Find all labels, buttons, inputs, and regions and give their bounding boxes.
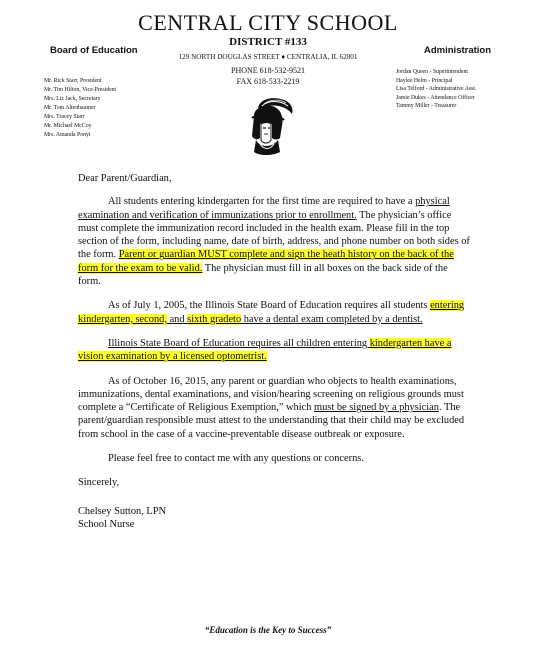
underlined-text: physical examination and verification of immunizations prior to enrollment.: [78, 196, 450, 221]
highlighted-text: kindergarten have a vision examination by a licensed optometrist.: [78, 337, 452, 363]
signer-name: Chelsey Sutton, LPN: [78, 505, 167, 517]
religious-exemption-paragraph: [78, 375, 470, 441]
administrator: Jamie Dukes - Attendance Officer: [396, 94, 475, 101]
footer-motto: “Education is the Key to Success”: [204, 625, 332, 635]
board-member: Mr. Tom Altenbaumer: [44, 105, 96, 111]
school-fax: FAX 618-533-2219: [236, 77, 300, 86]
highlighted-text: entering kindergarten, second,: [78, 300, 465, 325]
board-member: Mrs. Tracey Starr: [44, 114, 85, 120]
administration-list: [396, 68, 476, 111]
administrator: Lisa Telford - Administrative Asst.: [396, 86, 477, 93]
text-span: The physician must fill in all boxes on the back side of the form.: [78, 262, 448, 288]
text-span: As of October 16, 2015, any parent or guardian who objects to health examinations, immunizations, dental examinations, and vision/hearing screening on religious grounds must complete a “Certificate of Religious Exemption,” which: [78, 375, 464, 414]
signer-title: School Nurse: [78, 518, 135, 530]
board-member: Mr. Rick Starr, President: [44, 78, 102, 84]
text-span: . The parent/guardian responsible must attest to the understanding that their child may be excluded from school in the case of a vaccine-preventable disease outbreak or exposure.: [78, 402, 465, 440]
administrator: Haylee Helm - Principal: [396, 77, 453, 84]
text-span: All students entering kindergarten for the first time are required to have a: [108, 196, 416, 208]
vision-exam-paragraph: [78, 337, 470, 364]
administrator: Jordan Queen - Superintendent: [396, 69, 468, 75]
contact-paragraph: Please feel free to contact me with any questions or concerns.: [108, 453, 364, 465]
underlined-text: and: [166, 313, 188, 325]
district-number: DISTRICT #133: [229, 36, 307, 48]
school-name: CENTRAL CITY SCHOOL: [138, 10, 398, 35]
board-of-education-heading: Board of Education: [50, 45, 138, 56]
board-member: Mr. Tim Hilton, Vice-President: [44, 87, 117, 93]
underlined-text: Illinois State Board of Education requires all children entering: [108, 337, 370, 349]
school-address: 129 NORTH DOUGLAS STREET ♦ CENTRALIA, IL 62801: [178, 53, 358, 61]
school-phone: PHONE 618-532-9521: [231, 66, 305, 75]
board-member: Mrs. Liz Jack, Secretary: [44, 96, 101, 102]
highlighted-text: Parent or guardian MUST complete and sign the heath history on the back of the form for the exam to be valid.: [78, 249, 454, 274]
board-members-list: [44, 77, 116, 140]
underlined-text: must be signed by a physician: [314, 402, 439, 414]
board-member: Mr. Michael McCoy: [44, 123, 92, 129]
administration-heading: Administration: [424, 45, 492, 56]
board-member: Mrs. Amanda Ponyi: [44, 132, 91, 138]
underlined-text: have a dental exam completed by a dentist.: [241, 313, 423, 325]
administrator: Tammy Miller - Treasurer: [396, 103, 457, 110]
text-span: The physician’s office must complete the immunization record included in the health exam. Please fill in the top section of the form, including name, date of birth, address, and phone number on both sides of the form.: [78, 209, 470, 261]
letter-greeting: Dear Parent/Guardian,: [78, 173, 172, 184]
sign-off: Sincerely,: [78, 477, 120, 489]
highlighted-text: sixth gradeto: [187, 313, 242, 325]
letter-body: [78, 172, 470, 531]
text-span: As of July 1, 2005, the Illinois State Board of Education requires all students: [108, 300, 431, 312]
spartan-helmet-icon: [238, 94, 298, 158]
physical-exam-paragraph: [78, 195, 470, 288]
dental-exam-paragraph: [78, 299, 470, 326]
